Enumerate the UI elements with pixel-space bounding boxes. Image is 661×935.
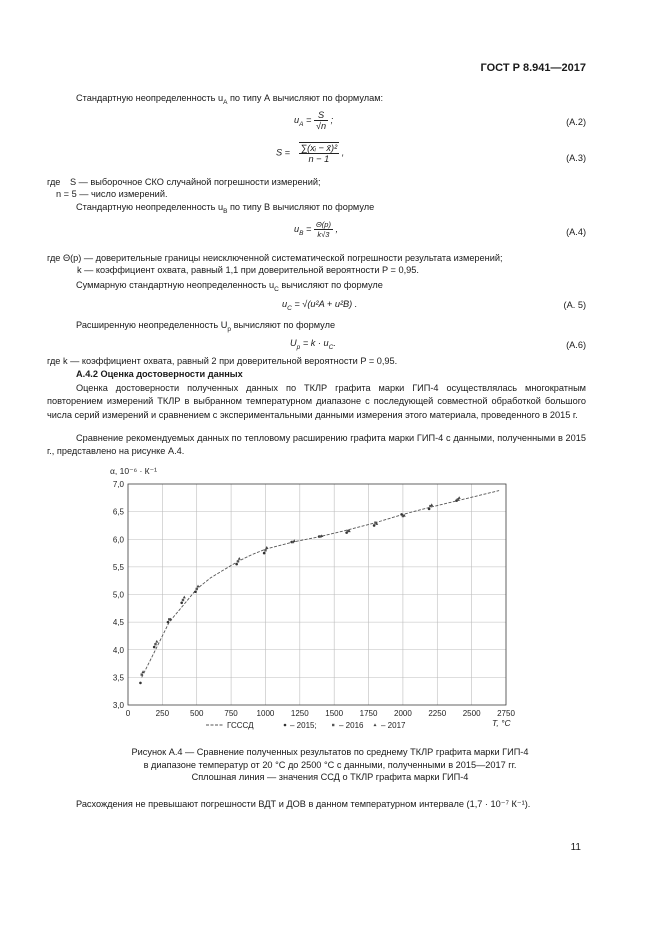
x-tick-label: 2250 <box>428 709 447 718</box>
up-intro-sub: p <box>227 325 232 333</box>
eq-a2-lhs: u <box>294 114 300 125</box>
page-number: 11 <box>570 842 581 853</box>
x-tick-label: 2000 <box>394 709 412 718</box>
ua-intro-text: Стандартную неопределенность u <box>76 93 224 103</box>
eq-a2-number: (A.2) <box>566 117 586 127</box>
point-2017 <box>430 503 433 506</box>
chart-ticks <box>113 480 516 718</box>
eq-a6-lhs: U <box>290 338 297 348</box>
eq-a4-number: (A.4) <box>566 227 586 237</box>
ub-intro-sub: B <box>223 207 228 215</box>
x-tick-label: 1750 <box>359 709 378 718</box>
eq-a4-number-text: A.4 <box>569 227 583 237</box>
point-2017 <box>238 557 241 560</box>
caption-line-2: в диапазоне температур от 20 °С до 2500 °С с данными, полученными в 2015—2017 гг. <box>143 759 517 770</box>
equation-a4: $u_B$ = $\frac{\Theta(p)}{k√3}$ , <box>294 220 339 239</box>
series-line-gsssd <box>142 491 499 678</box>
point-2015 <box>180 601 183 604</box>
caption-line-3: Сплошная линия — значения ССД о ТКЛР графита марки ГИП-4 <box>191 772 469 783</box>
chart-legend <box>206 721 406 730</box>
y-tick-label: 4,5 <box>112 618 124 628</box>
section-heading: А.4.2 Оценка достоверности данных <box>76 369 243 379</box>
point-2017 <box>458 496 461 499</box>
ub-intro-tail: по типу В вычисляют по формуле <box>227 202 375 212</box>
eq-a2-number-text: A.2 <box>569 117 583 127</box>
eq-a4-num: Θ(p) <box>315 220 331 229</box>
ua-intro <box>76 93 383 106</box>
eq-a4-lhs: u <box>294 223 300 234</box>
point-2017 <box>155 640 158 643</box>
x-tick-label: 0 <box>125 709 131 718</box>
y-tick-label: 5,0 <box>112 590 124 600</box>
chart-x-axis-label: T, °C <box>492 718 511 728</box>
eq-a3-fraction <box>299 142 340 164</box>
up-intro <box>76 320 335 333</box>
standard-number: ГОСТ Р 8.941—2017 <box>480 62 586 74</box>
eq-a4-fraction <box>314 220 333 239</box>
uc-intro-sub: C <box>274 285 279 293</box>
point-2016 <box>141 673 143 675</box>
point-2016 <box>196 588 198 590</box>
ua-intro-tail: по типу А вычисляют по формулам: <box>227 93 384 103</box>
x-tick-label: 1000 <box>256 709 275 718</box>
eq-a3-number: (A.3) <box>566 153 586 163</box>
point-2015 <box>167 621 170 624</box>
eq-a6-number: (A.6) <box>566 340 586 350</box>
equation-a3: S = $\frac{\text{∑(xᵢ − x̄)²}}{n - 1}$ , <box>276 143 345 164</box>
point-2016 <box>264 549 266 551</box>
x-tick-label: 1500 <box>325 709 344 718</box>
point-2015 <box>194 590 197 593</box>
up-intro-tail: вычисляют по формуле <box>231 320 336 330</box>
y-tick-label: 7,0 <box>112 480 124 489</box>
ub-intro-text: Стандартную неопределенность u <box>76 202 224 212</box>
eq-a3-number-text: A.3 <box>569 153 583 163</box>
chart-y-axis-label: α, 10⁻⁶ · К⁻¹ <box>110 466 157 476</box>
eq-a3-lhs: S = <box>276 147 291 158</box>
eq-a6-rhs: = k · u <box>302 338 329 348</box>
chart-grid <box>128 484 506 705</box>
ub-intro <box>76 202 374 215</box>
eq-a2-den: √n <box>315 121 327 131</box>
closing-statement: Расхождения не превышают погрешности ВДТ и ДОВ в данном температурном интервале (1,7 · 10⁻⁷ К⁻¹). <box>76 799 531 809</box>
y-tick-label: 3,5 <box>112 673 124 683</box>
eq-a3-num: ∑(xᵢ − x̄)² <box>300 143 338 153</box>
eq-a5-lhs: u <box>282 299 288 309</box>
eq-a2-lhs-sub: A <box>299 120 304 128</box>
eq-a5-lhs-sub: C <box>287 304 292 312</box>
x-tick-label: 500 <box>190 709 204 718</box>
where-label: где <box>47 177 61 187</box>
point-2017 <box>183 596 186 599</box>
x-tick-label: 750 <box>224 709 238 718</box>
uc-intro-text: Суммарную стандартную неопределенность u <box>76 280 275 290</box>
theta-definition: где Θ(p) — доверительные границы неисключенной систематической погрешности результата измерений; <box>47 253 503 263</box>
n-definition: n = 5 — число измерений. <box>56 189 168 199</box>
eq-a5-number: (A. 5) <box>563 300 586 310</box>
eq-a5-number-text: A. 5 <box>566 300 583 310</box>
y-tick-label: 3,0 <box>112 701 124 710</box>
x-tick-label: 2500 <box>462 709 481 718</box>
point-2015 <box>235 563 238 566</box>
point-2017 <box>293 539 296 542</box>
point-2016 <box>237 560 239 562</box>
uc-intro <box>76 280 383 293</box>
legend-label-gsssd: ГСССД <box>227 721 254 730</box>
paragraph-reliability: Оценка достоверности полученных данных по ТКЛР графита марки ГИП-4 осуществлялась многократным повторением измерений ТКЛР в выбранном температурном диапазоне с последующей совместной обработкой большого числа серий измерений и сравнением с экспериментальными данными измерения этого материала, проведенного в 2015 г. <box>47 383 586 420</box>
x-tick-label: 1250 <box>290 709 309 718</box>
eq-a6-number-text: A.6 <box>569 340 583 350</box>
k-definition-2: где k — коэффициент охвата, равный 2 при доверительной вероятности P = 0,95. <box>47 356 398 366</box>
eq-a3-den: n − 1 <box>308 154 330 164</box>
legend-marker-2015 <box>284 724 287 727</box>
x-tick-label: 2750 <box>497 709 515 718</box>
legend-marker-2016 <box>332 724 334 726</box>
equation-a2: $u_A$ = $\frac{S}{√n}$ ; <box>294 110 334 131</box>
y-tick-label: 5,5 <box>112 562 124 572</box>
point-2015 <box>428 508 431 511</box>
point-2016 <box>154 643 156 645</box>
point-2016 <box>182 599 184 601</box>
paragraph-comparison: Сравнение рекомендуемых данных по тепловому расширению графита марки ГИП-4 с данными, полученными в 2015 г., представлено на рисунке А.4. <box>47 433 586 457</box>
eq-a4-den: k√3 <box>317 230 330 239</box>
legend-label-2016: – 2016 <box>339 721 364 730</box>
y-tick-label: 4,0 <box>112 645 124 655</box>
chart-series <box>139 491 499 685</box>
eq-a2-fraction <box>314 110 328 131</box>
figure-caption <box>80 746 580 784</box>
legend-marker-2017 <box>374 723 377 726</box>
equation-a5: $u_C = √(u^2A + u^2B)$ . <box>282 299 358 312</box>
uc-intro-tail: вычисляют по формуле <box>278 280 383 290</box>
ua-intro-sub: A <box>223 98 228 106</box>
y-tick-label: 6,5 <box>112 507 124 517</box>
point-2015 <box>373 524 376 527</box>
up-intro-text: Расширенную неопределенность U <box>76 320 228 330</box>
k-definition-1: k — коэффициент охвата, равный 1,1 при доверительной вероятности P = 0,95. <box>77 265 419 275</box>
thermal-expansion-chart <box>88 460 528 750</box>
eq-a5-rhs: = √(u²A + u²B) <box>294 299 353 309</box>
point-2015 <box>263 552 266 555</box>
x-tick-label: 250 <box>155 709 170 718</box>
y-tick-label: 6,0 <box>112 535 124 545</box>
legend-label-2015: – 2015; <box>290 721 317 730</box>
s-definition: S — выборочное СКО случайной погрешности измерений; <box>70 177 321 187</box>
eq-a4-lhs-sub: B <box>299 229 304 237</box>
eq-a6-rhs-sub: C <box>328 343 334 351</box>
point-2015 <box>139 682 142 685</box>
point-2015 <box>153 646 156 649</box>
eq-a6-lhs-sub: p <box>296 343 301 351</box>
equation-a6: $U_p = k \cdot u_C$. <box>290 338 336 351</box>
caption-line-1: Рисунок А.4 — Сравнение полученных результатов по среднему ТКЛР графита марки ГИП-4 <box>131 747 529 757</box>
legend-label-2017: – 2017 <box>381 721 406 730</box>
eq-a2-num: S <box>314 110 328 121</box>
point-2017 <box>142 670 145 673</box>
